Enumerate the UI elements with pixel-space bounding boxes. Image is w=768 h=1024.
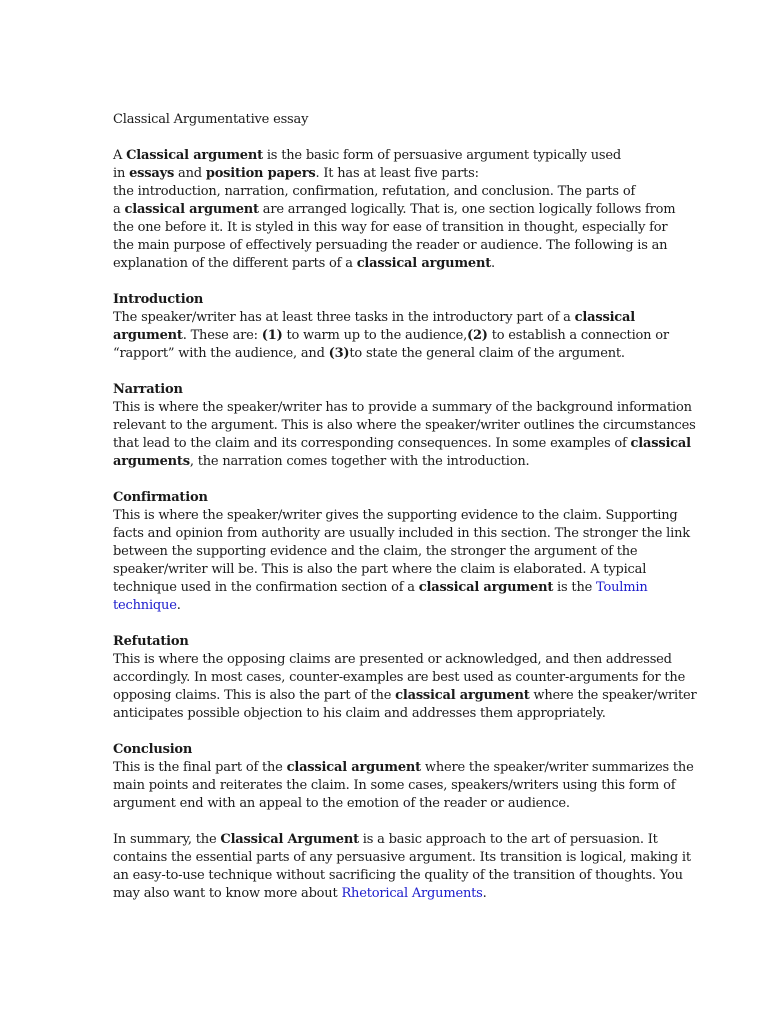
text-line: main points and reiterates the claim. In some cases, speakers/writers using this form of — [113, 778, 676, 793]
text-run: a — [113, 202, 125, 217]
text-run: is the basic form of persuasive argument typically used — [262, 148, 621, 163]
section-heading: Refutation — [113, 634, 189, 649]
section-heading: Confirmation — [113, 490, 208, 505]
text-run: . These are: — [182, 328, 262, 343]
rhetorical-arguments-link[interactable]: Rhetorical Arguments — [341, 886, 483, 901]
text-line: This is where the speaker/writer gives the supporting evidence to the claim. Supporting — [113, 508, 678, 523]
text-run: opposing claims. This is also the part of the — [113, 688, 396, 703]
text-run: , the narration comes together with the introduction. — [189, 454, 530, 469]
text-line: the introduction, narration, confirmation, refutation, and conclusion. The parts of — [113, 184, 636, 199]
text-run: that lead to the claim and its corresponding consequences. In some examples of — [113, 436, 631, 451]
bold-term: classical argument — [356, 256, 492, 271]
text-run: where the speaker/writer — [529, 688, 697, 703]
bold-term: essays — [129, 166, 175, 181]
bold-number: (1) — [261, 328, 283, 343]
text-line: between the supporting evidence and the claim, the stronger the argument of the — [113, 544, 638, 559]
document-title: Classical Argumentative essay — [113, 112, 309, 127]
text-line: speaker/writer will be. This is also the part where the claim is elaborated. A typical — [113, 562, 647, 577]
text-run: and — [174, 166, 206, 181]
bold-number: (2) — [467, 328, 488, 343]
text-run: . It has at least five parts: — [315, 166, 479, 181]
text-run: is a basic approach to the art of persuasion. It — [358, 832, 658, 847]
bold-term: classical — [574, 310, 635, 325]
text-run: to warm up to the audience, — [282, 328, 468, 343]
text-run: are arranged logically. That is, one section logically follows from — [258, 202, 676, 217]
text-run: to state the general claim of the argument. — [349, 346, 625, 361]
text-line: relevant to the argument. This is also where the speaker/writer outlines the circumstances — [113, 418, 696, 433]
bold-term: classical argument — [286, 760, 421, 775]
section-refutation — [113, 633, 697, 723]
bold-term: classical argument — [395, 688, 530, 703]
text-line: contains the essential parts of any persuasive argument. Its transition is logical, making it — [113, 850, 691, 865]
bold-term: position papers — [205, 166, 316, 181]
text-run: The speaker/writer has at least three tasks in the introductory part of a — [113, 310, 575, 325]
section-introduction — [113, 291, 669, 363]
section-confirmation — [113, 489, 690, 615]
text-run: . — [491, 256, 495, 271]
bold-term: arguments — [113, 454, 190, 469]
toulmin-link[interactable]: Toulmin — [596, 580, 648, 595]
text-line: This is where the opposing claims are presented or acknowledged, and then addressed — [113, 652, 672, 667]
section-conclusion — [113, 741, 694, 813]
section-heading: Conclusion — [113, 742, 193, 757]
text-line: the main purpose of effectively persuading the reader or audience. The following is an — [113, 238, 668, 253]
text-line: the one before it. It is styled in this way for ease of transition in thought, especially for — [113, 220, 668, 235]
bold-term: Classical argument — [126, 148, 263, 163]
intro-paragraph — [113, 147, 676, 273]
text-run: . — [482, 886, 487, 901]
bold-term: classical — [630, 436, 691, 451]
bold-term: Classical Argument — [220, 832, 359, 847]
bold-term: classical argument — [124, 202, 259, 217]
text-run: technique used in the confirmation section of a — [113, 580, 419, 595]
text-run: where the speaker/writer summarizes the — [420, 760, 694, 775]
text-line: anticipates possible objection to his claim and addresses them appropriately. — [113, 706, 606, 721]
text-run: may also want to know more about — [113, 886, 342, 901]
text-run: is the — [553, 580, 597, 595]
bold-number: (3) — [328, 346, 350, 361]
toulmin-link-continued[interactable]: technique — [113, 598, 177, 613]
text-run: “rapport” with the audience, and — [113, 346, 329, 361]
text-run: . — [176, 598, 181, 613]
text-line: an easy-to-use technique without sacrificing the quality of the transition of thoughts. You — [113, 868, 683, 883]
section-heading: Narration — [113, 382, 183, 397]
bold-term: argument — [113, 328, 183, 343]
summary-paragraph — [113, 831, 691, 903]
text-line: accordingly. In most cases, counter-examples are best used as counter-arguments for the — [113, 670, 686, 685]
text-run: in — [113, 166, 130, 181]
text-run: This is the final part of the — [113, 760, 287, 775]
text-run: explanation of the different parts of a — [113, 256, 357, 271]
bold-term: classical argument — [418, 580, 554, 595]
document-body — [113, 111, 697, 903]
text-line: facts and opinion from authority are usually included in this section. The stronger the link — [113, 526, 690, 541]
text-run: In summary, the — [113, 832, 221, 847]
section-heading: Introduction — [113, 292, 204, 307]
text-line: This is where the speaker/writer has to provide a summary of the background information — [113, 400, 692, 415]
text-run: A — [113, 148, 127, 163]
section-narration — [113, 381, 696, 471]
text-run: to establish a connection or — [487, 328, 669, 343]
text-line: argument end with an appeal to the emotion of the reader or audience. — [113, 796, 570, 811]
